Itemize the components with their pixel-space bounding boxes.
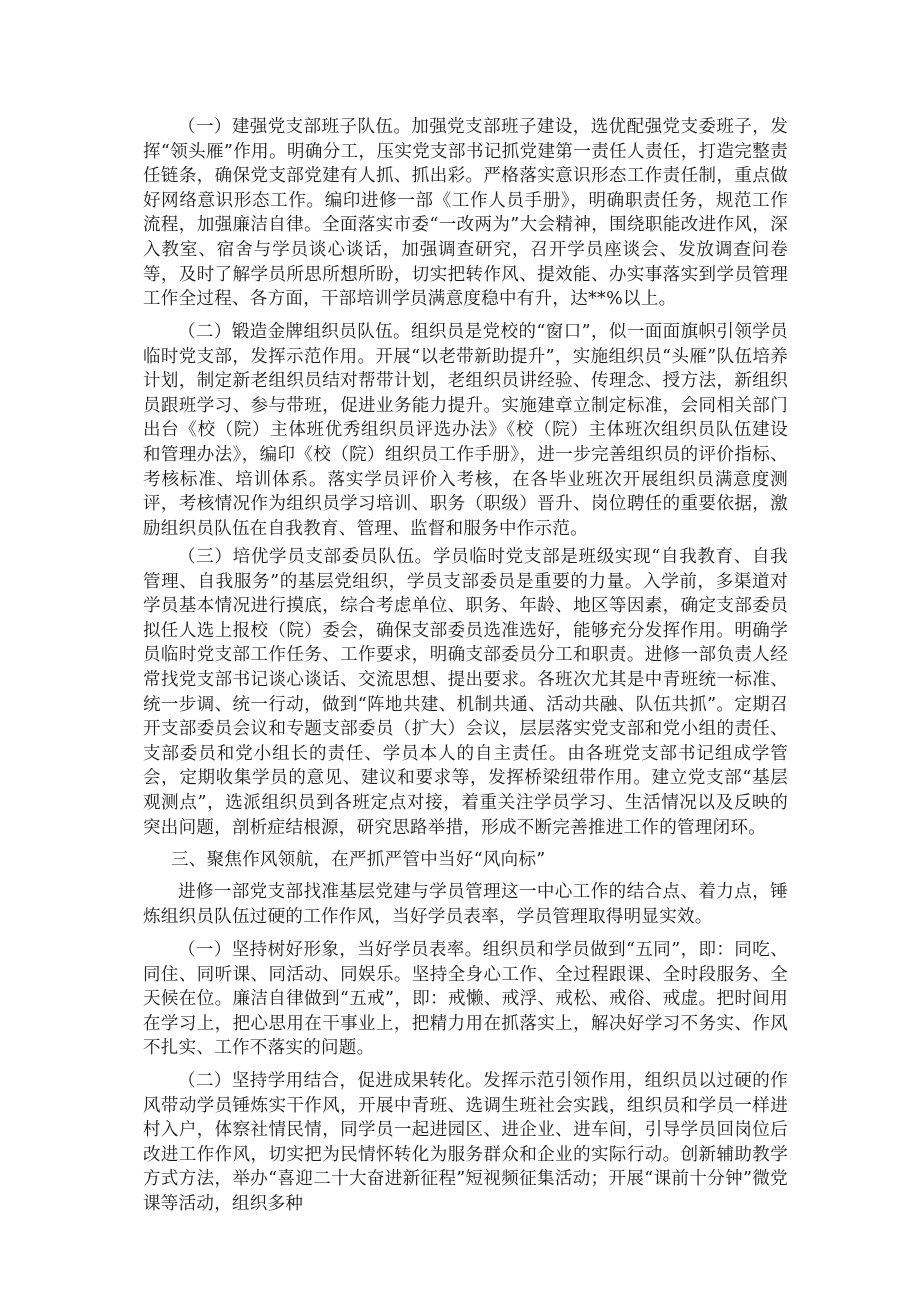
section-heading-three: 三、聚焦作风领航，在严抓严管中当好“风向标”: [171, 850, 546, 870]
paragraph-learning-application: （二）坚持学用结合，促进成果转化。发挥示范引领作用，组织员以过硬的作风带动学员锤炼实干作风，开展中青班、选调生班社会实践，组织员和学员一样进村入户，体察社情民情，同学员一起进园区、进企业、进车间，引导学员回岗位后改进工作作风，切实把为民情怀转化为服务群众和企业的实际行动。创新辅助教学方式方法，举办“喜迎二十大奋进新征程”短视频征集活动；开展“课前十分钟”微党课等活动，组织多种: [143, 1071, 788, 1214]
paragraph-organizer-team: （二）锻造金牌组织员队伍。组织员是党校的“窗口”，似一面面旗帜引领学员临时党支部，发挥示范作用。开展“以老带新助提升”，实施组织员“头雁”队伍培养计划，制定新老组织员结对帮带计划，老组织员讲经验、传理念、授方法，新组织员跟班学习、参与带班，促进业务能力提升。实施建章立制定标准，会同相关部门出台《校（院）主体班优秀组织员评选办法》《校（院）主体班次组织员队伍建设和管理办法》，编印《校（院）组织员工作手册》，进一步完善组织员的评价指标、考核标准、培训体系。落实学员评价入考核，在各毕业班次开展组织员满意度测评，考核情况作为组织员学习培训、职务（职级）晋升、岗位聘任的重要依据，激励组织员队伍在自我教育、管理、监督和服务中作示范。: [143, 322, 788, 539]
paragraph-student-committee: （三）培优学员支部委员队伍。学员临时党支部是班级实现“自我教育、自我管理、自我服务”的基层党组织，学员支部委员是重要的力量。入学前，多渠道对学员基本情况进行摸底，综合考虑单位、职务、年龄、地区等因素，确定支部委员拟任人选上报校（院）委会，确保支部委员选准选好，能够充分发挥作用。明确学员临时党支部工作任务、工作要求，明确支部委员分工和职责。进修一部负责人经常找党支部书记谈心谈话、交流思想、提出要求。各班次尤其是中青班统一标准、统一步调、统一行动，做到“阵地共建、机制共通、活动共融、队伍共抓”。定期召开支部委员会议和专题支部委员（扩大）会议，层层落实党支部和党小组的责任、支部委员和党小组长的责任、学员本人的自主责任。由各班党支部书记组成学管会，定期收集学员的意见、建议和要求等，发挥桥梁纽带作用。建立党支部“基层观测点”，选派组织员到各班定点对接，着重关注学员学习、生活情况以及反映的突出问题，剖析症结根源，研究思路举措，形成不断完善推进工作的管理闭环。: [143, 547, 788, 838]
paragraph-team-building: （一）建强党支部班子队伍。加强党支部班子建设，选优配强党支委班子，发挥“领头雁”作用。明确分工，压实党支部书记抓党建第一责任人责任，打造完整责任链条，确保党支部党建有人抓、抓出彩。严格落实意识形态工作责任制，重点做好网络意识形态工作。编印进修一部《工作人员手册》，明确职责任务，规范工作流程，加强廉洁自律。全面落实市委“一改两为”大会精神，围绕职能改进作风，深入教室、宿舍与学员谈心谈话，加强调查研究，召开学员座谈会、发放调查问卷等，及时了解学员所思所想所盼，切实把转作风、提效能、办实事落实到学员管理工作全过程、各方面，干部培训学员满意度稳中有升，达**%以上。: [143, 117, 788, 310]
paragraph-good-image: （一）坚持树好形象，当好学员表率。组织员和学员做到“五同”，即：同吃、同住、同听课、同活动、同娱乐。坚持全身心工作、全过程跟课、全时段服务、全天候在位。廉洁自律做到“五戒”，即：戒懒、戒浮、戒松、戒俗、戒虚。把时间用在学习上，把心思用在干事业上，把精力用在抓落实上，解决好学习不务实、作风不扎实、工作不落实的问题。: [143, 940, 788, 1059]
paragraph-section-intro: 进修一部党支部找准基层党建与学员管理这一中心工作的结合点、着力点，锤炼组织员队伍过硬的工作作风，当好学员表率，学员管理取得明显实效。: [143, 882, 788, 927]
